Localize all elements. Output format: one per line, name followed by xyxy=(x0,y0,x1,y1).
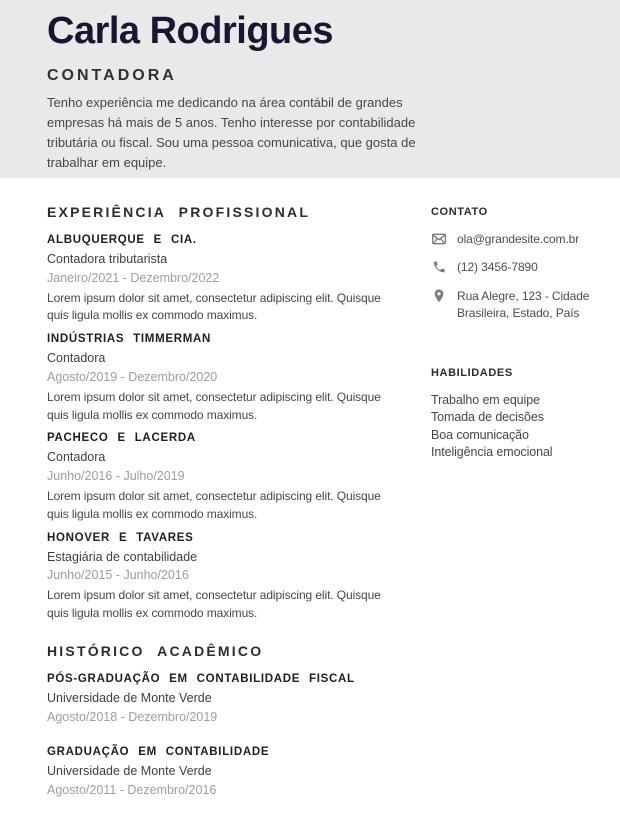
skills-heading: HABILIDADES xyxy=(431,366,513,379)
job-description: Lorem ipsum dolor sit amet, consectetur adipiscing elit. Quisque quis ligula mollis ex commodo maximus. xyxy=(47,489,381,521)
education-degree: GRADUAÇÃO EM CONTABILIDADE xyxy=(47,746,270,759)
education-dates: Agosto/2011 - Dezembro/2016 xyxy=(47,783,217,798)
job-role: Contadora xyxy=(47,450,106,465)
summary-text: Tenho experiência me dedicando na área contábil de grandes empresas há mais de 5 anos. Tenho interesse por contabilidade tributária ou fiscal. Sou uma pessoa comunicativa, que gosta de trabalhar em equipe. xyxy=(47,94,416,171)
job-role: Estagiária de contabilidade xyxy=(47,549,198,564)
job-company: ALBUQUERQUE E CIA. xyxy=(47,234,197,246)
contact-address: Rua Alegre, 123 - Cidade Brasileira, Estado, País xyxy=(457,288,590,321)
job-entry xyxy=(47,233,419,325)
location-icon xyxy=(431,288,447,304)
job-role: Contadora tributarista xyxy=(47,251,168,266)
person-name: Carla Rodrigues xyxy=(47,10,334,52)
contact-email: ola@grandesite.com.br xyxy=(457,232,580,246)
contact-heading: CONTATO xyxy=(431,206,488,218)
job-company: INDÚSTRIAS TIMMERMAN xyxy=(47,333,212,346)
contact-email-row xyxy=(431,231,594,248)
phone-icon xyxy=(431,259,447,275)
job-role: Contadora xyxy=(47,351,106,366)
job-dates: Junho/2015 - Junho/2016 xyxy=(47,568,189,583)
education-heading: HISTÓRICO ACADÊMICO xyxy=(47,642,264,659)
skill-item: Boa comunicação xyxy=(431,427,529,442)
left-column xyxy=(47,204,419,819)
job-description: Lorem ipsum dolor sit amet, consectetur adipiscing elit. Quisque quis ligula mollis ex commodo maximus. xyxy=(47,290,381,323)
envelope-icon xyxy=(431,231,447,247)
resume-header xyxy=(0,0,620,178)
contact-address-row xyxy=(431,288,594,323)
skill-item: Trabalho em equipe xyxy=(431,392,540,407)
contact-phone: (12) 3456-7890 xyxy=(457,260,538,275)
experience-heading: EXPERIÊNCIA PROFISSIONAL xyxy=(47,204,311,220)
education-entry xyxy=(47,672,419,726)
job-entry xyxy=(47,332,419,424)
person-role: CONTADORA xyxy=(47,66,177,84)
education-institution: Universidade de Monte Verde xyxy=(47,690,212,705)
job-company: PACHECO E LACERDA xyxy=(47,432,196,445)
job-entry xyxy=(47,531,419,623)
skills-section xyxy=(431,367,594,462)
education-entry xyxy=(47,745,419,799)
education-institution: Universidade de Monte Verde xyxy=(47,764,212,779)
job-dates: Junho/2016 - Julho/2019 xyxy=(47,469,185,484)
job-dates: Agosto/2019 - Dezembro/2020 xyxy=(47,370,218,384)
contact-phone-row xyxy=(431,259,594,276)
resume-body xyxy=(0,178,620,819)
skill-item: Inteligência emocional xyxy=(431,445,553,460)
job-entry xyxy=(47,431,419,523)
job-dates: Janeiro/2021 - Dezembro/2022 xyxy=(47,270,220,285)
education-degree: PÓS-GRADUAÇÃO EM CONTABILIDADE FISCAL xyxy=(47,672,355,685)
education-dates: Agosto/2018 - Dezembro/2019 xyxy=(47,709,218,724)
right-column xyxy=(431,204,594,819)
job-description: Lorem ipsum dolor sit amet, consectetur adipiscing elit. Quisque quis ligula mollis ex commodo maximus. xyxy=(47,389,381,422)
job-description: Lorem ipsum dolor sit amet, consectetur adipiscing elit. Quisque quis ligula mollis ex commodo maximus. xyxy=(47,588,381,620)
skill-item: Tomada de decisões xyxy=(431,410,544,425)
job-company: HONOVER E TAVARES xyxy=(47,531,194,544)
